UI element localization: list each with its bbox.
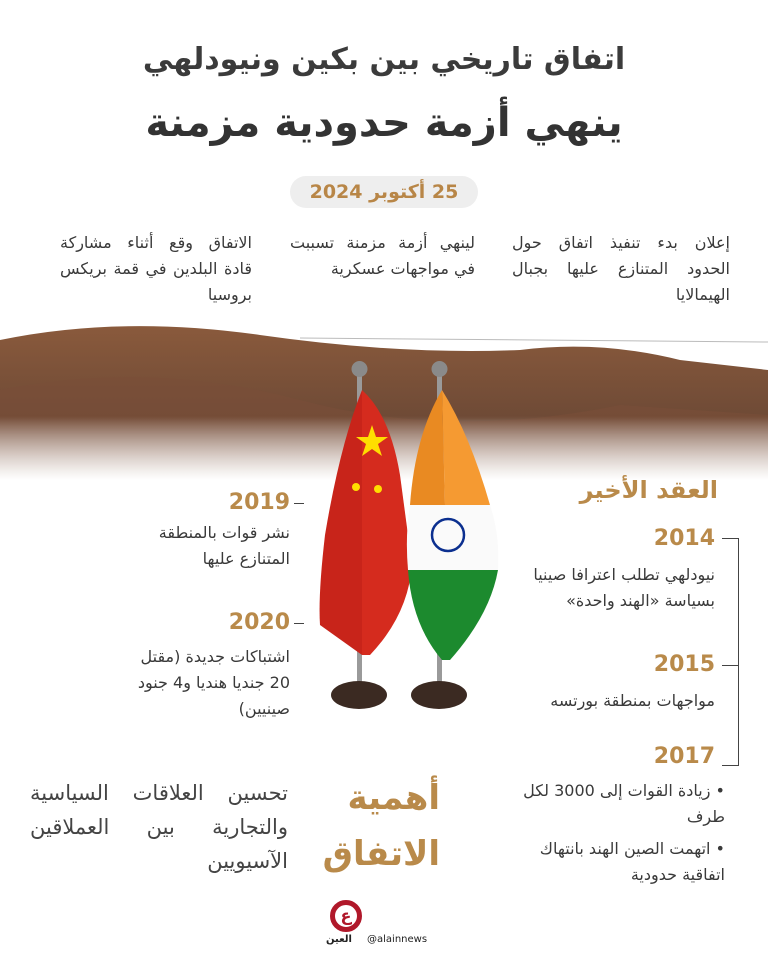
bullet-text: زيادة القوات إلى 3000 لكل طرف xyxy=(523,781,725,826)
year-2015: 2015 xyxy=(653,652,715,677)
tick xyxy=(722,665,738,666)
tick xyxy=(722,765,738,766)
title-line-2: ينهي أزمة حدودية مزمنة xyxy=(145,100,623,146)
importance-heading-1: أهمية xyxy=(347,778,440,818)
importance-heading-2: الاتفاق xyxy=(322,834,440,874)
importance-text: تحسين العلاقات السياسية والتجارية بين العملاقين الآسيويين xyxy=(30,781,288,873)
highlight-2: لينهي أزمة مزمنة تسببت في مواجهات عسكرية xyxy=(290,230,475,282)
timeline-bracket xyxy=(738,538,739,766)
china-flag xyxy=(362,390,412,655)
year-2014: 2014 xyxy=(653,526,715,551)
tick xyxy=(294,623,304,624)
event-2019: نشر قوات بالمنطقة المتنازع عليها xyxy=(158,523,290,568)
highlight-1: إعلان بدء تنفيذ اتفاق حول الحدود المتنازع عليها بجبال الهيمالايا xyxy=(512,230,730,308)
date-badge: 25 أكتوبر 2024 xyxy=(290,176,478,208)
importance-heading xyxy=(300,770,440,882)
event-2020: اشتباكات جديدة (مقتل 20 جنديا هنديا و4 جنود صينيين) xyxy=(137,647,290,718)
logo-text: العين xyxy=(326,934,352,945)
tick xyxy=(294,503,304,504)
year-2019: 2019 xyxy=(228,490,290,515)
title-line-1: اتفاق تاريخي بين بكين ونيودلهي xyxy=(142,42,626,77)
highlight-3: الاتفاق وقع أثناء مشاركة قادة البلدين في قمة بريكس بروسيا xyxy=(60,230,252,308)
event-2017-1: • زيادة القوات إلى 3000 لكل طرف xyxy=(523,781,725,826)
india-flag xyxy=(442,390,490,505)
tick xyxy=(722,538,738,539)
event-2017-2: • اتهمت الصين الهند بانتهاك اتفاقية حدودية xyxy=(539,839,725,884)
year-2020: 2020 xyxy=(228,610,290,635)
bullet-text: اتهمت الصين الهند بانتهاك اتفاقية حدودية xyxy=(539,839,725,884)
social-handle: @alainnews xyxy=(367,934,428,945)
event-2015: مواجهات بمنطقة بورتسه xyxy=(550,691,715,710)
last-decade-heading: العقد الأخير xyxy=(579,476,718,504)
flags-image xyxy=(300,355,520,725)
alain-logo-icon: ع xyxy=(330,900,362,932)
year-2017: 2017 xyxy=(653,744,715,769)
event-2014: نيودلهي تطلب اعترافا صينيا بسياسة «الهند واحدة» xyxy=(533,565,715,610)
